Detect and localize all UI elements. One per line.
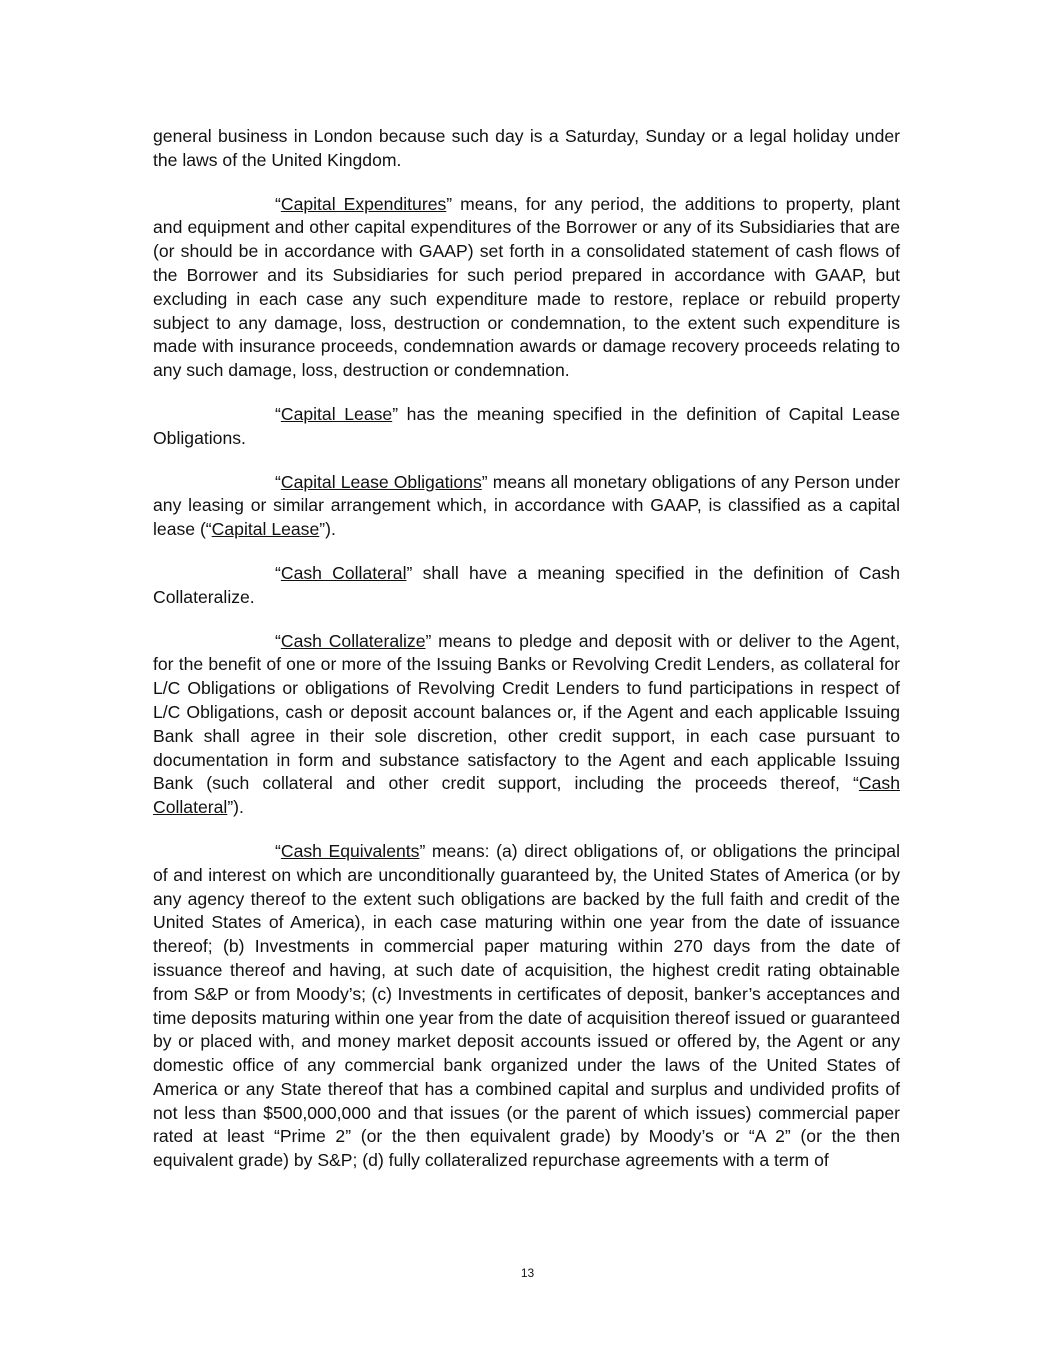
- open-quote: “: [275, 562, 281, 583]
- definition-capital-lease-obligations: [153, 471, 900, 542]
- open-quote: “: [275, 630, 281, 651]
- open-quote: “: [275, 193, 281, 214]
- definition-cash-equivalents: [153, 840, 900, 1173]
- defined-term: Capital Expenditures: [280, 193, 447, 214]
- definition-capital-lease: [153, 403, 900, 451]
- definition-text: means: (a) direct obligations of, or obligations the principal of and interest on which are unconditionally guaranteed by, the United States of America (or by any agency thereof to the extent such obligations are backed by the full faith and credit of the United States of America), in each case maturing within one year from the date of issuance thereof; (b) Investments in commercial paper maturing within 270 days from the date of issuance thereof and having, at such date of acquisition, the highest credit rating obtainable from S&P or from Moody’s; (c) Investments in certificates of deposit, banker’s acceptances and time deposits maturing within one year from the date of acquisition thereof issued or guaranteed by or placed with, and money market deposit accounts issued or offered by, the Agent or any domestic office of any commercial bank organized under the laws of the United States of America or any State thereof that has a combined capital and surplus and undivided profits of not less than $500,000,000 and that issues (or the parent of which issues) commercial paper rated at least “Prime 2” (or the then equivalent grade) by Moody’s or “A 2” (or the then equivalent grade) by S&P; (d) fully collateralized repurchase agreements with a term of: [153, 840, 900, 1171]
- inner-defined-term: Capital Lease: [211, 519, 320, 540]
- defined-term: Capital Lease Obligations: [280, 471, 482, 492]
- intro-text: general business in London because such day is a Saturday, Sunday or a legal holiday under the laws of the United Kingdom.: [153, 126, 900, 170]
- definition-capital-expenditures: [153, 193, 900, 383]
- intro-paragraph: [153, 125, 900, 173]
- definition-text: means, for any period, the additions to property, plant and equipment and other capital expenditures of the Borrower or any of its Subsidiaries that are (or should be in accordance with GAAP) set forth in a consolidated statement of cash flows of the Borrower and its Subsidiaries for such period prepared in accordance with GAAP, but excluding in each case any such expenditure made to restore, replace or rebuild property subject to any damage, loss, destruction or condemnation, to the extent such expenditure is made with insurance proceeds, condemnation awards or damage recovery proceeds relating to any such damage, loss, destruction or condemnation.: [153, 193, 900, 381]
- close-quote: ”: [406, 562, 413, 583]
- inner-defined-term: Cash Collateral: [153, 773, 900, 818]
- close-quote: ”: [419, 840, 426, 861]
- definition-text: shall have a meaning specified in the definition of Cash Collateralize.: [153, 562, 900, 607]
- open-quote: “: [275, 403, 281, 424]
- page-number: 13: [520, 1266, 535, 1280]
- close-quote: ”: [481, 471, 488, 492]
- definition-cash-collateral: [153, 562, 900, 610]
- close-quote: ”: [392, 403, 399, 424]
- open-quote: “: [275, 471, 281, 492]
- definition-cash-collateralize: [153, 630, 900, 820]
- definition-text: has the meaning specified in the definition of Capital Lease Obligations.: [153, 403, 900, 448]
- defined-term: Cash Equivalents: [280, 840, 420, 861]
- definition-tail: ”).: [227, 797, 244, 818]
- close-quote: ”: [446, 193, 453, 214]
- close-quote: ”: [425, 630, 432, 651]
- definition-tail: ”).: [319, 519, 336, 540]
- defined-term: Cash Collateralize: [280, 630, 426, 651]
- open-quote: “: [275, 840, 281, 861]
- defined-term: Capital Lease: [280, 403, 393, 424]
- document-body: [153, 125, 900, 1193]
- definition-text: means to pledge and deposit with or deliver to the Agent, for the benefit of one or more of the Issuing Banks or Revolving Credit Lenders, as collateral for L/C Obligations or obligations of Revolving Credit Lenders to fund participations in respect of L/C Obligations, cash or deposit account balances or, if the Agent and each applicable Issuing Bank shall agree in their sole discretion, other credit support, in each case pursuant to documentation in form and substance satisfactory to the Agent and each applicable Issuing Bank (such collateral and other credit support, including the proceeds thereof, “: [153, 630, 900, 794]
- definition-text: means all monetary obligations of any Person under any leasing or similar arrangement which, in accordance with GAAP, is classified as a capital lease (“: [153, 471, 900, 540]
- defined-term: Cash Collateral: [280, 562, 407, 583]
